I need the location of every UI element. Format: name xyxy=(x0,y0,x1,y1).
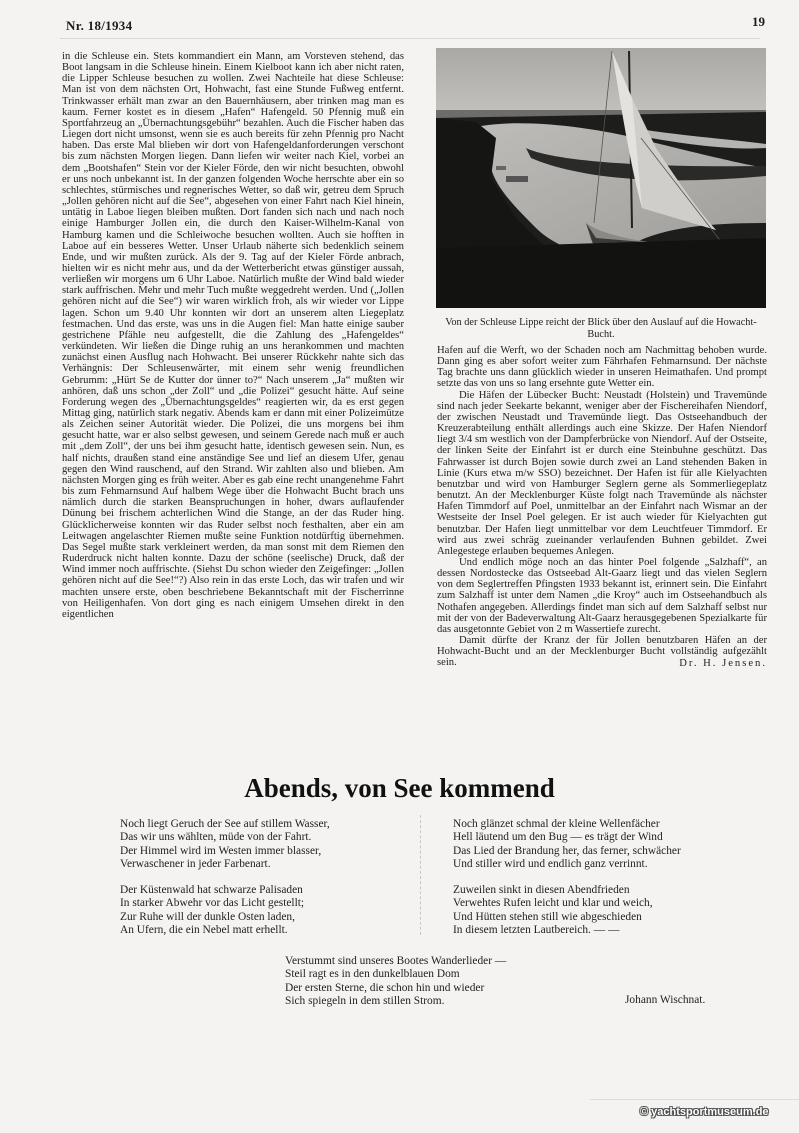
poem-author: Johann Wischnat. xyxy=(625,994,706,1006)
article-paragraph: Damit dürfte der Kranz der für Jollen benutzbaren Häfen an der Hohwacht-Bucht und an der Mecklenburger Bucht vollständig aufgezählt sein. xyxy=(437,635,767,669)
article-paragraph: Und endlich möge noch an das hinter Poel folgende „Salzhaff“, an dessen Nordostecke das Ostseebad Alt-Gaarz liegt und das vielen Seglern von dem Seglertreffen Pfingsten 1933 bekannt ist, erinnert sein. Die Einfahrt zum Salzhaff ist unter dem Namen „die Kroy“ auch im Ostseehandbuch als Nothafen angegeben. Allerdings findet man sich auf dem Salzhaff selbst nur mit der von der Badeverwaltung Alt-Gaarz herausgegebenen Spezialkarte für das ausgetonnte Gebiet von 2 m Wassertiefe zurecht. xyxy=(437,556,767,635)
poem-line: In starker Abwehr vor das Licht gestellt; xyxy=(120,897,305,910)
poem-line: Sich spiegeln in dem stillen Strom. xyxy=(285,994,445,1007)
poem-line: Der ersten Sterne, die schon hin und wieder xyxy=(285,981,485,994)
poem-line: Und Hütten stehen still wie abgeschieden xyxy=(453,910,642,923)
poem-line: Verwehtes Rufen leicht und klar und weich, xyxy=(453,897,653,910)
poem-stanza xyxy=(120,884,330,937)
issue-number: Nr. 18/1934 xyxy=(66,18,133,33)
article-left-column xyxy=(62,51,404,620)
article-paragraph: in die Schleuse ein. Stets kommandiert ein Mann, am Vorsteven stehend, das Boot langsam in die Schleuse hinein. Einem Kielboot kann ich aber nicht raten, die Lipper Schleuse besuchen zu wollen. Zwei Nachteile hat diese Schleuse: Man ist von dem nächsten Ort, Hohwacht, fast eine Stunde Fußweg entfernt. Trinkwasser erhält man zwar an den Bauernhäusern, aber trinken mag man es kaum. Ferner kostet es in diesem „Hafen“ Hafengeld. 50 Pfennig muß ein Sportfahrzeug an „Übernachtungsgebühr“ bezahlen. Auch die Fischer haben das Liegen dort nicht umsonst, wenn sie es auch bereits für zehn Pfennig pro Nacht haben. Das erste Mal blieben wir dort von Hafengeldanforderungen verschont bis zum nächsten Morgen liegen. Dann liefen wir weiter nach Kiel, vorbei an dem „Bootshafen“ Stein vor der Kieler Förde, den wir nicht besuchten, obwohl er uns noch unbekannt ist. In der ganzen folgenden Woche herrschte aber ein so schlechtes, stürmisches und regnerisches Wetter, so daß wir, getreu dem Spruch „Jollen gehören nicht auf die See“, abgesehen von einer Fahrt nach Kiel hinein, untätig in Laboe liegen bleiben mußten. Dort fanden sich nach und nach noch einige Hamburger Jollen ein, die durch den Kaiser-Wilhelm-Kanal von Hamburg kamen und die Schleiwoche besuchen wollten. Auch sie hofften in Laboe auf ein besseres Wetter. Unser Urlaub näherte sich bedenklich seinem Ende, und wir mußten zurück. Als der 9. Tag auf der Kieler Förde anbrach, hielten wir es nicht mehr aus, und da der Wetterbericht etwas günstiger aussah, verließen wir morgens um 6 Uhr Laboe. Natürlich mußte der Wind bald wieder stark auffrischen. Mehr und mehr Tuch mußte weggedreht werden. Und („Jollen gehören nicht auf die See“) wir waren wirklich froh, als wir wieder vor Lippe lagen. Schon um 9.40 Uhr konnten wir dort an unserem alten Liegeplatz festmachen. Und das erste, was uns in die Augen fiel: Man hatte einige sauber gestrichene Pfähle neu aufgestellt, die die Zahlung des „Hafengeldes“ verkündeten. Wir ließen die Dinge ruhig an uns herankommen und machten zunächst einen Ausflug nach Hohwacht. Bei unserer Rückkehr nahte sich das Verhängnis: Der Schleusenwärter, mit einem sehr wenig freundlichen Gebrumm: „Hürt Se de Kutter dor ünner to?“ Nach unserem „Ja“ mußten wir anhören, daß uns schon „der Zoll“ und „die Polizei“ gesucht hätte. Auf seine Forderung wegen des „Übernachtungsgeldes“ reagierten wir, da es erst gegen Mittag ging, natürlich stark negativ. Abends kam er dann mit einer Polizeimütze als Zeichen seiner Autorität wieder. Die Polizei, die uns morgens bei ihm gesucht hatte, war er also selbst gewesen, und seinem Gerede nach muß er auch mit „dem Zoll“, der uns bei ihm gesucht hatte, identisch gewesen sein. Nun, es half nichts, draußen stand eine anständige See und lief an diesem Ufer, genau gegen den Wind rauschend, auf den Strand. Wir zahlten also und blieben. Am nächsten Morgen ging es früh weiter. Aber es gab eine recht unangenehme Fahrt bis zum Fehmarnsund Auf halbem Wege über die Hohwacht Bucht brach uns nämlich durch die starken Beanspruchungen in hoher, dwars auflaufender Dünung bei frischem achterlichen Wind die Stange, an der das Ruder hing. Glücklicherweise konnten wir das Ruder selbst noch festhalten, aber ein am Leitwagen angelaschter Riemen mußte seine Funktion notdürftig übernehmen. Das Segel mußte stark verkleinert werden, da man sonst mit dem Riemen den Ruderdruck nicht halten konnte. Dazu der schöne (seelische) Druck, daß der Wind immer noch auffrischte. (Siehst Du schon wieder den Zeigefinger: „Jollen gehören nicht auf die See!“?) Also rein in das erste Loch, das wir trafen und wir machten unsere erste, oben beschriebene Bekanntschaft mit der Fischerrinne von Heiligenhafen. Von dort ging es nach einigem Umsehen direkt in den eigentlichen xyxy=(62,51,404,620)
page-number: 19 xyxy=(752,14,765,29)
article-signature: Dr. H. Jensen. xyxy=(679,657,767,669)
poem-line: Das wir uns wählten, müde von der Fahrt. xyxy=(120,831,312,844)
poem-line: Steil ragt es in den dunkelblauen Dom xyxy=(285,968,460,981)
poem-line: Das Lied der Brandung her, das ferner, schwächer xyxy=(453,844,681,857)
poem-line: Noch liegt Geruch der See auf stillem Wasser, xyxy=(120,818,330,830)
poem-right-stanzas xyxy=(453,818,681,950)
poem-final-stanza xyxy=(285,955,506,1008)
poem-line: Zur Ruhe will der dunkle Osten laden, xyxy=(120,910,295,923)
article-paragraph: Die Häfen der Lübecker Bucht: Neustadt (Holstein) und Travemünde sind nach jeder Seekarte bekannt, weniger aber der Fischereihafen Niendorf, der zwischen Neustadt und Travemünde liegt. Das Ostseehandbuch der Kreuzerabteilung enthält allerdings auch eine Skizze. Der Hafen Niendorf liegt 3/4 sm westlich von der Dampferbrücke von Niendorf. Auf der Ostseite, der linken Seite der Einfahrt ist er durch eine Steinbuhne geschützt. Das Fahrwasser ist durch Bojen sowie durch zwei an Land stehenden Baken in Linie (Kurs etwa m/w SSO) bezeichnet. Der Hafen ist für alle Kielyachten benutzbar und wird von Hamburger Seglern gerne als Sommerliegeplatz benutzt. An der Mecklenburger Küste folgt nach Travemünde als nächster Hafen Timmdorf auf Poel, unmittelbar an der Einfahrt nach Wismar an der Westseite der Insel Poel gelegen. Er ist auch wieder für Kielyachten gut benutzbar. Der Hafen liegt unmittelbar vor dem Leuchtfeuer Timmdorf. Er wird aus zwei schräg zueinander verlaufenden Buhnen gebildet. Zwei Anlegestege erlauben bequemes Anlegen. xyxy=(437,389,767,557)
poem-line: Noch glänzet schmal der kleine Wellenfächer xyxy=(453,818,660,830)
article-paragraph: Hafen auf die Werft, wo der Schaden noch am Nachmittag behoben wurde. Dann ging es aber sofort weiter zum Fährhafen Fehmarnsund. Der nächste Tag brachte uns dann glücklich wieder in unseren Heimathafen. Und prompt setzte das von uns so lang ersehnte gute Wetter ein. xyxy=(437,345,767,390)
footer-rule xyxy=(590,1099,799,1100)
poem-line: Hell läutend um den Bug — es trägt der Wind xyxy=(453,831,663,844)
photo-image-icon xyxy=(436,48,766,308)
article-right-column xyxy=(437,345,767,669)
poem-line: Und stiller wird und endlich ganz verrinnt. xyxy=(453,857,648,870)
sailboat-photo xyxy=(436,48,766,308)
header-rule xyxy=(60,38,760,39)
photo-caption: Von der Schleuse Lippe reicht der Blick über den Auslauf auf die Howacht-Bucht. xyxy=(445,317,757,340)
poem-stanza xyxy=(120,818,330,871)
poem-line: Verstummt sind unseres Bootes Wanderlieder — xyxy=(285,955,507,967)
copyright-watermark: © yachtsportmuseum.de xyxy=(640,1106,769,1118)
poem-line: Zuweilen sinkt in diesen Abendfrieden xyxy=(453,884,630,897)
poem-left-stanzas xyxy=(120,818,330,950)
poem-stanza xyxy=(453,818,681,871)
poem-title: Abends, von See kommend xyxy=(244,773,555,803)
poem-line: Verwaschener in jeder Farbenart. xyxy=(120,857,271,870)
poem-line: Der Himmel wird im Westen immer blasser, xyxy=(120,844,322,857)
poem-line: An Ufern, die ein Nebel matt erhellt. xyxy=(120,924,288,937)
poem-line: Der Küstenwald hat schwarze Palisaden xyxy=(120,884,303,897)
poem-stanza xyxy=(453,884,681,937)
poem-column-divider xyxy=(420,815,421,935)
poem-line: In diesem letzten Lautbereich. — — xyxy=(453,924,620,937)
